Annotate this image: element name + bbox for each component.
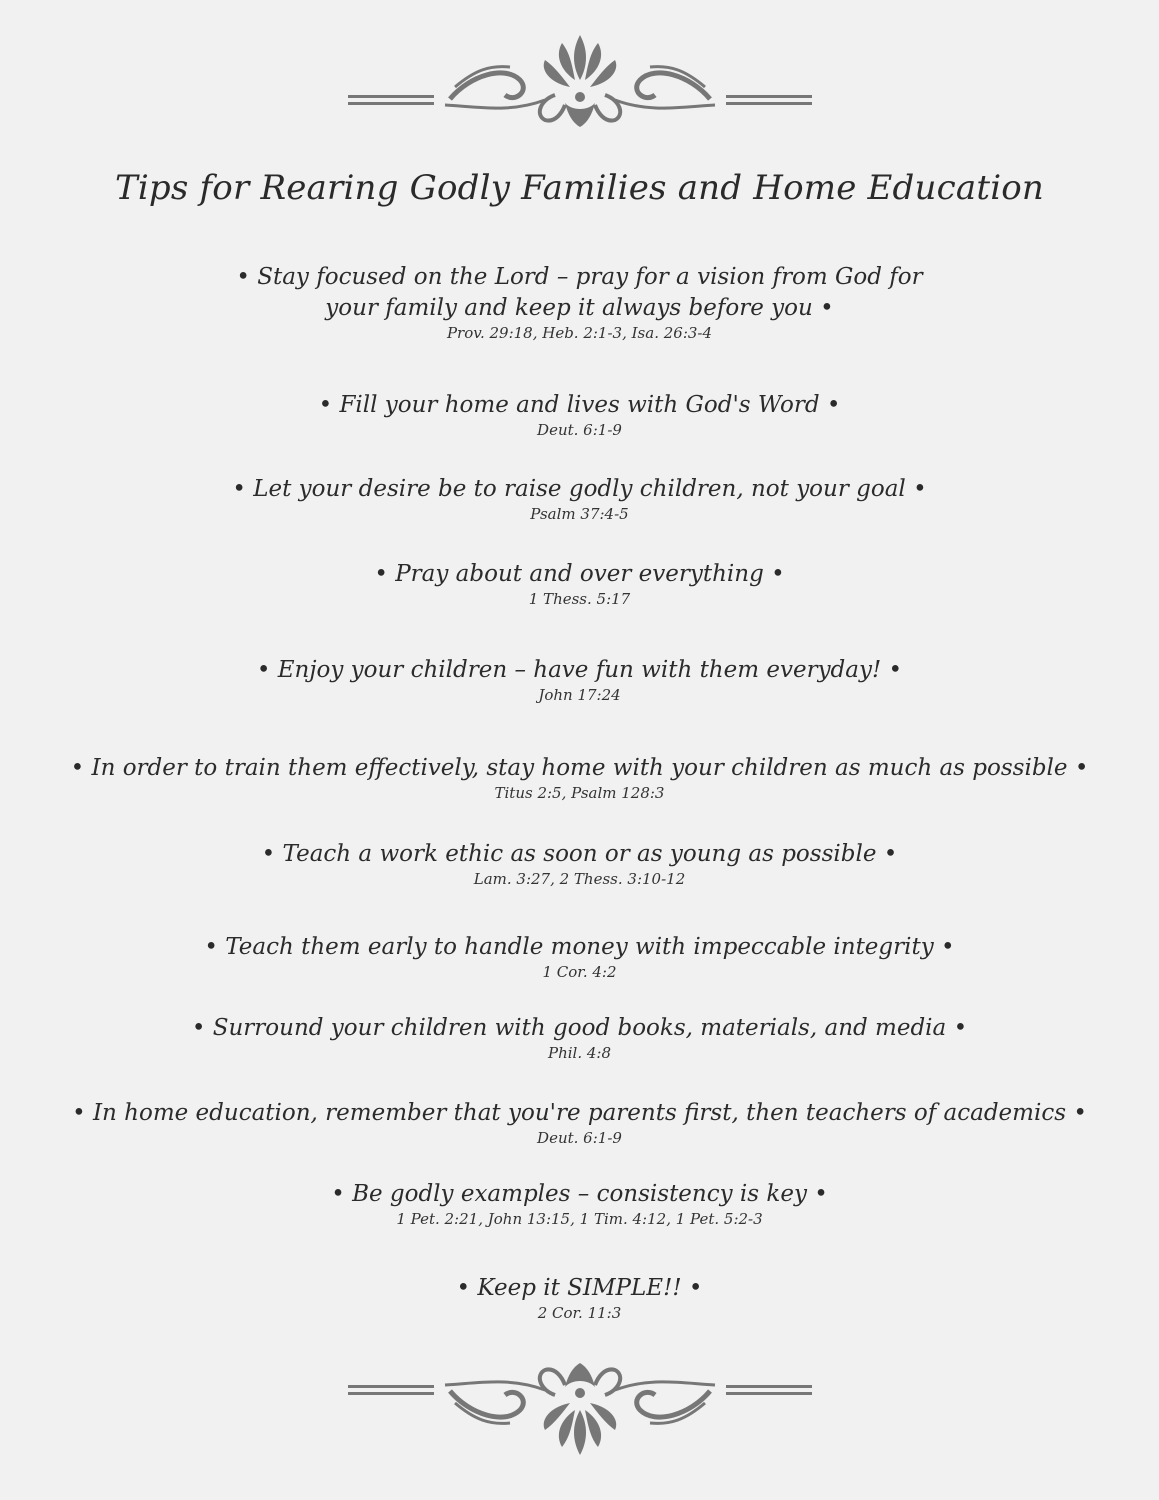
tip-text: • Enjoy your children – have fun with them everyday! • — [256, 657, 903, 683]
tip-text: • Pray about and over everything • — [374, 561, 785, 587]
tip-reference: Deut. 6:1-9 — [537, 421, 622, 439]
tip-item — [0, 1013, 1159, 1062]
tip-reference: Psalm 37:4-5 — [530, 505, 629, 523]
tip-reference: Phil. 4:8 — [547, 1044, 612, 1062]
tip-item — [0, 1179, 1159, 1228]
tip-item — [0, 262, 1159, 342]
tip-reference: John 17:24 — [538, 686, 621, 704]
tip-text: • Teach them early to handle money with impeccable integrity • — [204, 934, 955, 960]
tip-item — [0, 932, 1159, 981]
tip-reference: Titus 2:5, Psalm 128:3 — [494, 784, 665, 802]
tip-text: • Be godly examples – consistency is key • — [331, 1181, 828, 1207]
page-title: Tips for Rearing Godly Families and Home Education — [114, 168, 1045, 208]
tip-text: • In order to train them effectively, stay home with your children as much as possible • — [70, 755, 1089, 781]
flourish-icon — [340, 1355, 820, 1465]
tip-reference: Lam. 3:27, 2 Thess. 3:10-12 — [473, 870, 686, 888]
tip-reference: Deut. 6:1-9 — [537, 1129, 622, 1147]
tip-item — [0, 1098, 1159, 1147]
tip-text: • Keep it SIMPLE!! • — [456, 1275, 703, 1301]
tip-reference: Prov. 29:18, Heb. 2:1-3, Isa. 26:3-4 — [446, 324, 713, 342]
tip-item — [0, 559, 1159, 608]
tip-text: • Surround your children with good books, materials, and media • — [191, 1015, 968, 1041]
tip-reference: 1 Pet. 2:21, John 13:15, 1 Tim. 4:12, 1 Pet. 5:2-3 — [396, 1210, 763, 1228]
tip-item — [0, 1273, 1159, 1322]
tip-item — [0, 474, 1159, 523]
tip-item — [0, 655, 1159, 704]
tip-item — [0, 390, 1159, 439]
tip-item — [0, 839, 1159, 888]
tip-text: • In home education, remember that you're parents first, then teachers of academics • — [72, 1100, 1087, 1126]
top-ornament — [0, 25, 1159, 125]
tip-reference: 2 Cor. 11:3 — [537, 1304, 622, 1322]
tip-text: • Teach a work ethic as soon or as young as possible • — [261, 841, 898, 867]
tip-text: • Fill your home and lives with God's Word • — [318, 392, 841, 418]
tip-text: • Let your desire be to raise godly children, not your goal • — [232, 476, 927, 502]
tip-text: • Stay focused on the Lord – pray for a vision from God for your family and keep it always before you • — [236, 264, 923, 321]
tip-item — [0, 753, 1159, 802]
tip-reference: 1 Cor. 4:2 — [542, 963, 617, 981]
flourish-icon — [340, 25, 820, 135]
tip-reference: 1 Thess. 5:17 — [528, 590, 631, 608]
bottom-ornament — [0, 1355, 1159, 1455]
